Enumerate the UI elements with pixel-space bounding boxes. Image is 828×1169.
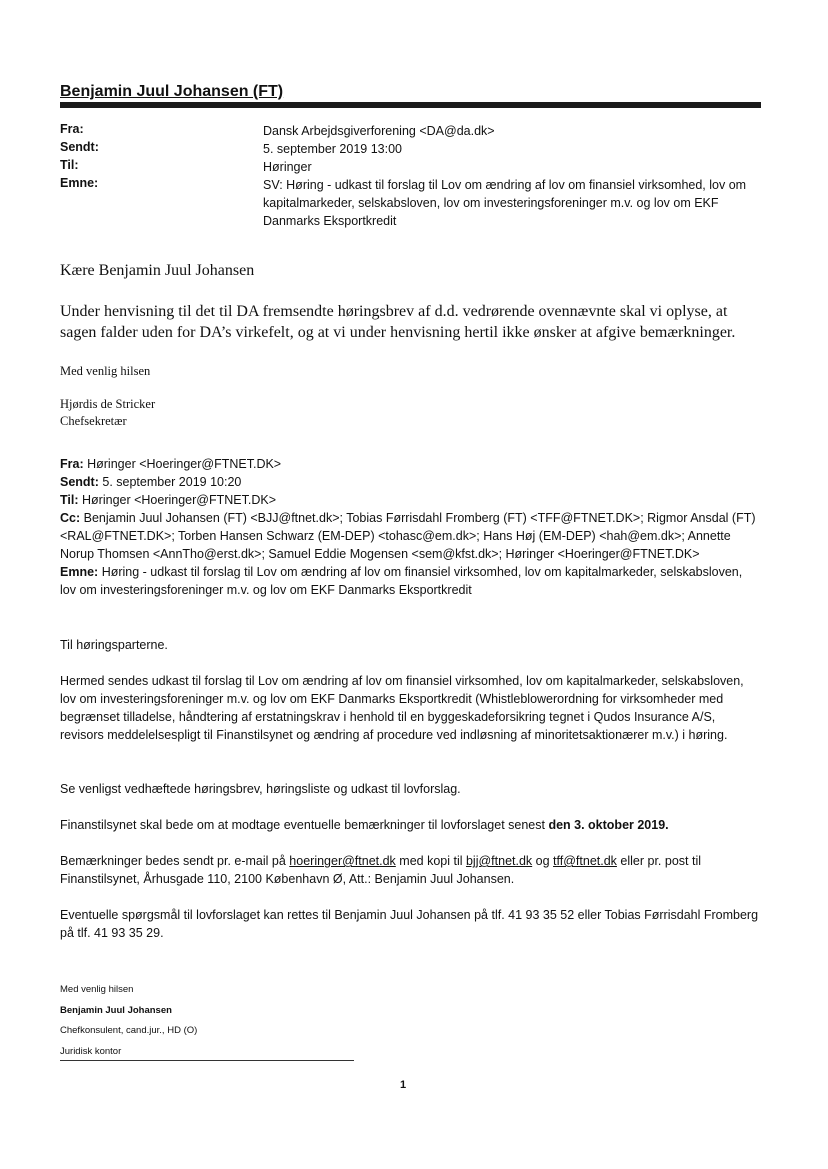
header-sent-label: Sendt: xyxy=(60,140,99,154)
forwarded-from-value: Høringer <Hoeringer@FTNET.DK> xyxy=(87,457,282,471)
message-paragraph-3 xyxy=(60,816,760,834)
forwarded-header xyxy=(60,455,760,599)
header-rule xyxy=(60,102,761,108)
reply-body: Under henvisning til det til DA fremsendte høringsbrev af d.d. vedrørende ovennævnte skal vi oplyse, at sagen falder uden for DA’s virkefelt, og at vi under henvisning hertil ikke ønsker at afgive bemærkninger. xyxy=(60,303,736,341)
signature-block xyxy=(60,980,197,1062)
message-paragraph-1: Hermed sendes udkast til forslag til Lov om ændring af lov om finansiel virksomhed, lov om kapitalmarkeder, selskabsloven, lov om investeringsforeninger m.v. og lov om EKF Danmarks Eksportkredit (Whistleblowerordning for virksomheder med begrænset tilladelse, håndtering af erstatningskrav i henhold til en byggeskadeforsikring tegnet i Qudos Insurance A/S, revisors meddelelsespligt til Finanstilsynet og ændring af procedure ved indløsning af minoritetsaktionærer m.v.) i høring. xyxy=(60,674,744,742)
reply-salutation: Kære Benjamin Juul Johansen xyxy=(60,262,255,279)
email-sender-title: Benjamin Juul Johansen (FT) xyxy=(60,83,284,100)
message-paragraph-2: Se venligst vedhæftede høringsbrev, høringsliste og udkast til lovforslag. xyxy=(60,782,461,796)
deadline-date: den 3. oktober 2019. xyxy=(548,818,669,832)
reply-signature xyxy=(60,396,155,430)
p4-text-a: Bemærkninger bedes sendt pr. e-mail på xyxy=(60,854,290,868)
forwarded-sent-value: 5. september 2019 10:20 xyxy=(102,475,242,489)
header-from-label: Fra: xyxy=(60,122,84,136)
header-sent-value: 5. september 2019 13:00 xyxy=(263,142,402,156)
forwarded-from xyxy=(60,455,760,473)
header-subject-value: SV: Høring - udkast til forslag til Lov om ændring af lov om finansiel virksomhed, lov om kapitalmarkeder, selskabsloven, lov om investeringsforeninger m.v. og lov om EKF Danmarks Eksportkredit xyxy=(263,178,747,228)
forwarded-cc-value: Benjamin Juul Johansen (FT) <BJJ@ftnet.dk>; Tobias Førrisdahl Fromberg (FT) <TFF@FTNET.DK>; Rigmor Ansdal (FT) <RAL@FTNET.DK>; Torben Hansen Schwarz (EM-DEP) <tohasc@em.dk>; Hans Høj (EM-DEP) <hah@em.dk>; Annette Norup Thomsen <AnnTho@erst.dk>; Samuel Eddie Mogensen <sem@kfst.dk>; Høringer <Hoeringer@FTNET.DK> xyxy=(60,511,756,561)
deadline-text: Finanstilsynet skal bede om at modtage eventuelle bemærkninger til lovforslaget senest xyxy=(60,818,549,832)
p4-text-c: og xyxy=(532,854,554,868)
signature-rule xyxy=(60,1060,354,1061)
message-greeting: Til høringsparterne. xyxy=(60,638,168,652)
email-link-tff[interactable]: tff@ftnet.dk xyxy=(553,854,617,868)
reply-signer-name: Hjørdis de Stricker xyxy=(60,397,156,411)
email-link-hoeringer[interactable]: hoeringer@ftnet.dk xyxy=(289,854,396,868)
signature-title: Chefkonsulent, cand.jur., HD (O) xyxy=(60,1025,198,1036)
p4-text-b: med kopi til xyxy=(395,854,466,868)
header-to-value: Høringer xyxy=(263,160,312,174)
header-to-label: Til: xyxy=(60,158,79,172)
forwarded-from-label: Fra: xyxy=(60,457,84,471)
forwarded-cc xyxy=(60,509,760,563)
message-paragraph-5: Eventuelle spørgsmål til lovforslaget kan rettes til Benjamin Juul Johansen på tlf. 41 93 35 52 eller Tobias Førrisdahl Fromberg på tlf. 41 93 35 29. xyxy=(60,908,759,940)
signature-name: Benjamin Juul Johansen xyxy=(60,1004,172,1016)
forwarded-sent xyxy=(60,473,760,491)
email-link-bjj[interactable]: bjj@ftnet.dk xyxy=(465,854,533,868)
message-paragraph-4 xyxy=(60,852,760,888)
forwarded-to-value: Høringer <Hoeringer@FTNET.DK> xyxy=(82,493,277,507)
signature-office: Juridisk kontor xyxy=(60,1045,122,1057)
forwarded-cc-label: Cc: xyxy=(60,511,81,525)
forwarded-to xyxy=(60,491,760,509)
forwarded-subject-label: Emne: xyxy=(60,565,99,579)
header-subject-label: Emne: xyxy=(60,176,99,190)
reply-signer-title: Chefsekretær xyxy=(60,414,127,428)
p4-text-d: eller pr. post til Finanstilsynet, Århusgade 110, 2100 København Ø, Att.: Benjamin Juul Johansen. xyxy=(60,854,702,886)
reply-closing: Med venlig hilsen xyxy=(60,364,151,378)
header-from-value: Dansk Arbejdsgiverforening <DA@da.dk> xyxy=(263,124,495,138)
forwarded-subject xyxy=(60,563,760,599)
page-number: 1 xyxy=(400,1079,407,1091)
forwarded-subject-value: Høring - udkast til forslag til Lov om ændring af lov om finansiel virksomhed, lov om kapitalmarkeder, selskabsloven, lov om investeringsforeninger m.v. og lov om EKF Danmarks Eksportkredit xyxy=(60,565,743,597)
signature-closing: Med venlig hilsen xyxy=(60,984,134,995)
forwarded-sent-label: Sendt: xyxy=(60,475,99,489)
forwarded-to-label: Til: xyxy=(60,493,79,507)
